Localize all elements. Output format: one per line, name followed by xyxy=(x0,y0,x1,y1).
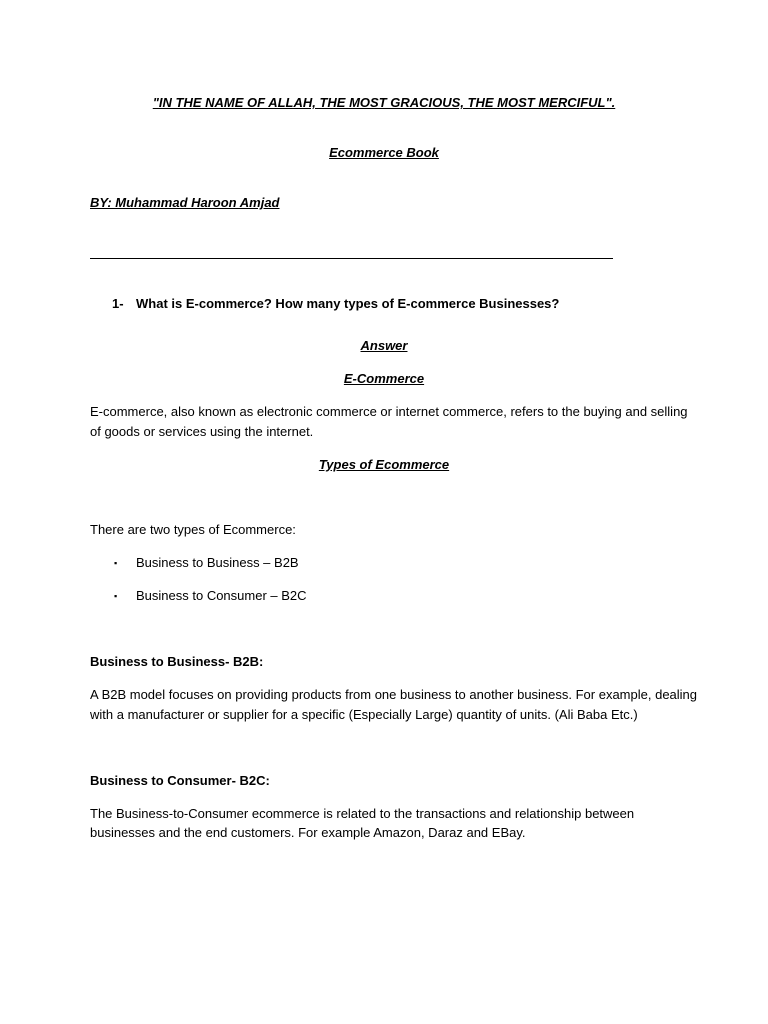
book-title: Ecommerce Book xyxy=(329,145,439,160)
author-line: BY: Muhammad Haroon Amjad xyxy=(90,195,280,210)
b2c-line-1: The Business-to-Consumer ecommerce is related to the transactions and relationship between xyxy=(90,806,635,821)
ecommerce-heading: E-Commerce xyxy=(343,371,425,386)
bullet-marker: ▪ xyxy=(114,591,118,601)
types-intro: There are two types of Ecommerce: xyxy=(90,522,296,537)
b2b-line-2: with a manufacturer or supplier for a specific (Especially Large) quantity of units. (Ali Baba Etc.) xyxy=(90,707,638,722)
b2b-heading: Business to Business- B2B: xyxy=(90,654,264,669)
bullet-item-b2c: Business to Consumer – B2C xyxy=(136,588,307,603)
horizontal-rule xyxy=(90,258,613,259)
ecommerce-definition-line-2: of goods or services using the internet. xyxy=(90,424,314,439)
question-number: 1- xyxy=(112,296,124,311)
answer-heading: Answer xyxy=(360,338,408,353)
question-text: What is E-commerce? How many types of E-commerce Businesses? xyxy=(136,296,560,311)
invocation-heading: "IN THE NAME OF ALLAH, THE MOST GRACIOUS, THE MOST MERCIFUL". xyxy=(152,95,616,110)
bullet-marker: ▪ xyxy=(114,558,118,568)
bullet-item-b2b: Business to Business – B2B xyxy=(136,555,299,570)
ecommerce-definition-line-1: E-commerce, also known as electronic commerce or internet commerce, refers to the buying and selling xyxy=(90,404,688,419)
b2b-line-1: A B2B model focuses on providing products from one business to another business. For example, dealing xyxy=(90,687,698,702)
b2c-heading: Business to Consumer- B2C: xyxy=(90,773,270,788)
types-heading: Types of Ecommerce xyxy=(318,457,450,472)
b2c-line-2: businesses and the end customers. For example Amazon, Daraz and EBay. xyxy=(90,825,526,840)
